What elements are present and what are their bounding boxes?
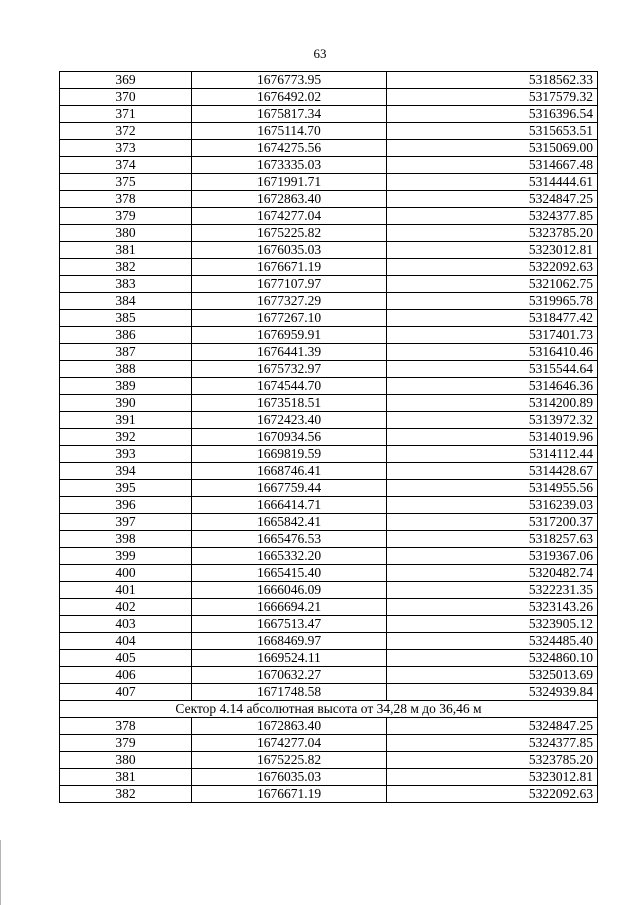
point-number-cell: 390 [60,395,192,412]
point-number-cell: 373 [60,140,192,157]
y-coordinate-cell: 5314667.48 [387,157,598,174]
coordinates-table [59,71,598,803]
table-row [60,684,598,701]
y-coordinate-cell: 5323905.12 [387,616,598,633]
y-coordinate-cell: 5322231.35 [387,582,598,599]
table-row [60,361,598,378]
table-row [60,582,598,599]
x-coordinate-cell: 1665415.40 [192,565,387,582]
x-coordinate-cell: 1676492.02 [192,89,387,106]
point-number-cell: 381 [60,769,192,786]
point-number-cell: 384 [60,293,192,310]
x-coordinate-cell: 1676035.03 [192,242,387,259]
point-number-cell: 392 [60,429,192,446]
x-coordinate-cell: 1670632.27 [192,667,387,684]
point-number-cell: 371 [60,106,192,123]
x-coordinate-cell: 1665842.41 [192,514,387,531]
x-coordinate-cell: 1674275.56 [192,140,387,157]
y-coordinate-cell: 5317200.37 [387,514,598,531]
x-coordinate-cell: 1665332.20 [192,548,387,565]
table-row [60,735,598,752]
point-number-cell: 389 [60,378,192,395]
y-coordinate-cell: 5314955.56 [387,480,598,497]
y-coordinate-cell: 5315653.51 [387,123,598,140]
table-row [60,327,598,344]
table-row [60,497,598,514]
x-coordinate-cell: 1676773.95 [192,72,387,89]
table-row [60,667,598,684]
table-row [60,480,598,497]
table-row [60,395,598,412]
y-coordinate-cell: 5321062.75 [387,276,598,293]
point-number-cell: 404 [60,633,192,650]
y-coordinate-cell: 5324860.10 [387,650,598,667]
point-number-cell: 406 [60,667,192,684]
x-coordinate-cell: 1666414.71 [192,497,387,514]
point-number-cell: 378 [60,191,192,208]
point-number-cell: 394 [60,463,192,480]
x-coordinate-cell: 1677107.97 [192,276,387,293]
y-coordinate-cell: 5324847.25 [387,191,598,208]
y-coordinate-cell: 5323012.81 [387,769,598,786]
point-number-cell: 403 [60,616,192,633]
y-coordinate-cell: 5316396.54 [387,106,598,123]
y-coordinate-cell: 5314112.44 [387,446,598,463]
x-coordinate-cell: 1667759.44 [192,480,387,497]
table-row [60,718,598,735]
y-coordinate-cell: 5317579.32 [387,89,598,106]
y-coordinate-cell: 5313972.32 [387,412,598,429]
x-coordinate-cell: 1667513.47 [192,616,387,633]
table-row [60,633,598,650]
y-coordinate-cell: 5322092.63 [387,259,598,276]
table-row [60,191,598,208]
point-number-cell: 381 [60,242,192,259]
y-coordinate-cell: 5314019.96 [387,429,598,446]
table-row [60,752,598,769]
x-coordinate-cell: 1675225.82 [192,752,387,769]
point-number-cell: 401 [60,582,192,599]
table-row [60,208,598,225]
y-coordinate-cell: 5324377.85 [387,735,598,752]
x-coordinate-cell: 1671991.71 [192,174,387,191]
table-row [60,157,598,174]
x-coordinate-cell: 1668746.41 [192,463,387,480]
table-row [60,429,598,446]
x-coordinate-cell: 1668469.97 [192,633,387,650]
point-number-cell: 405 [60,650,192,667]
point-number-cell: 382 [60,259,192,276]
x-coordinate-cell: 1672423.40 [192,412,387,429]
table-row [60,616,598,633]
y-coordinate-cell: 5324939.84 [387,684,598,701]
scan-edge-line [0,840,1,905]
x-coordinate-cell: 1674277.04 [192,208,387,225]
x-coordinate-cell: 1675225.82 [192,225,387,242]
table-row [60,140,598,157]
y-coordinate-cell: 5319367.06 [387,548,598,565]
x-coordinate-cell: 1673335.03 [192,157,387,174]
y-coordinate-cell: 5315544.64 [387,361,598,378]
table-row [60,259,598,276]
x-coordinate-cell: 1674277.04 [192,735,387,752]
table-row [60,310,598,327]
x-coordinate-cell: 1670934.56 [192,429,387,446]
point-number-cell: 386 [60,327,192,344]
y-coordinate-cell: 5314646.36 [387,378,598,395]
table-row [60,378,598,395]
point-number-cell: 378 [60,718,192,735]
x-coordinate-cell: 1676671.19 [192,259,387,276]
x-coordinate-cell: 1677267.10 [192,310,387,327]
y-coordinate-cell: 5323785.20 [387,752,598,769]
sector-coordinates-body [60,718,598,803]
table-row [60,106,598,123]
table-row [60,225,598,242]
x-coordinate-cell: 1671748.58 [192,684,387,701]
x-coordinate-cell: 1676959.91 [192,327,387,344]
point-number-cell: 402 [60,599,192,616]
table-row [60,89,598,106]
y-coordinate-cell: 5318477.42 [387,310,598,327]
y-coordinate-cell: 5314200.89 [387,395,598,412]
y-coordinate-cell: 5316239.03 [387,497,598,514]
point-number-cell: 398 [60,531,192,548]
table-row [60,786,598,803]
table-row [60,531,598,548]
point-number-cell: 391 [60,412,192,429]
table-row [60,650,598,667]
x-coordinate-cell: 1675114.70 [192,123,387,140]
x-coordinate-cell: 1669819.59 [192,446,387,463]
x-coordinate-cell: 1666694.21 [192,599,387,616]
page-number: 63 [313,46,327,61]
x-coordinate-cell: 1675732.97 [192,361,387,378]
point-number-cell: 379 [60,735,192,752]
point-number-cell: 375 [60,174,192,191]
table-row [60,514,598,531]
x-coordinate-cell: 1676035.03 [192,769,387,786]
table-row [60,412,598,429]
sector-heading: Сектор 4.14 абсолютная высота от 34,28 м до 36,46 м [60,701,598,718]
x-coordinate-cell: 1665476.53 [192,531,387,548]
x-coordinate-cell: 1672863.40 [192,191,387,208]
point-number-cell: 397 [60,514,192,531]
table-row [60,174,598,191]
table-row [60,463,598,480]
y-coordinate-cell: 5323143.26 [387,599,598,616]
x-coordinate-cell: 1675817.34 [192,106,387,123]
point-number-cell: 388 [60,361,192,378]
table-row [60,446,598,463]
table-row [60,344,598,361]
point-number-cell: 396 [60,497,192,514]
y-coordinate-cell: 5324377.85 [387,208,598,225]
point-number-cell: 379 [60,208,192,225]
y-coordinate-cell: 5315069.00 [387,140,598,157]
table-row [60,123,598,140]
point-number-cell: 370 [60,89,192,106]
point-number-cell: 374 [60,157,192,174]
table-row [60,769,598,786]
y-coordinate-cell: 5323012.81 [387,242,598,259]
coordinates-table-body [60,72,598,701]
x-coordinate-cell: 1669524.11 [192,650,387,667]
point-number-cell: 393 [60,446,192,463]
table-row [60,293,598,310]
x-coordinate-cell: 1674544.70 [192,378,387,395]
point-number-cell: 407 [60,684,192,701]
point-number-cell: 382 [60,786,192,803]
sector-heading-section [60,701,598,718]
y-coordinate-cell: 5325013.69 [387,667,598,684]
table-row [60,242,598,259]
x-coordinate-cell: 1676671.19 [192,786,387,803]
y-coordinate-cell: 5314444.61 [387,174,598,191]
table-row [60,565,598,582]
point-number-cell: 369 [60,72,192,89]
table-row [60,599,598,616]
point-number-cell: 383 [60,276,192,293]
x-coordinate-cell: 1677327.29 [192,293,387,310]
y-coordinate-cell: 5320482.74 [387,565,598,582]
x-coordinate-cell: 1673518.51 [192,395,387,412]
y-coordinate-cell: 5318257.63 [387,531,598,548]
y-coordinate-cell: 5317401.73 [387,327,598,344]
y-coordinate-cell: 5314428.67 [387,463,598,480]
table-row [60,276,598,293]
point-number-cell: 395 [60,480,192,497]
point-number-cell: 385 [60,310,192,327]
y-coordinate-cell: 5324847.25 [387,718,598,735]
y-coordinate-cell: 5324485.40 [387,633,598,650]
point-number-cell: 399 [60,548,192,565]
x-coordinate-cell: 1666046.09 [192,582,387,599]
y-coordinate-cell: 5318562.33 [387,72,598,89]
table-row [60,548,598,565]
point-number-cell: 380 [60,752,192,769]
y-coordinate-cell: 5319965.78 [387,293,598,310]
point-number-cell: 372 [60,123,192,140]
point-number-cell: 400 [60,565,192,582]
x-coordinate-cell: 1672863.40 [192,718,387,735]
x-coordinate-cell: 1676441.39 [192,344,387,361]
y-coordinate-cell: 5322092.63 [387,786,598,803]
point-number-cell: 380 [60,225,192,242]
y-coordinate-cell: 5323785.20 [387,225,598,242]
table-row [60,72,598,89]
sector-heading-row [60,701,598,718]
y-coordinate-cell: 5316410.46 [387,344,598,361]
point-number-cell: 387 [60,344,192,361]
